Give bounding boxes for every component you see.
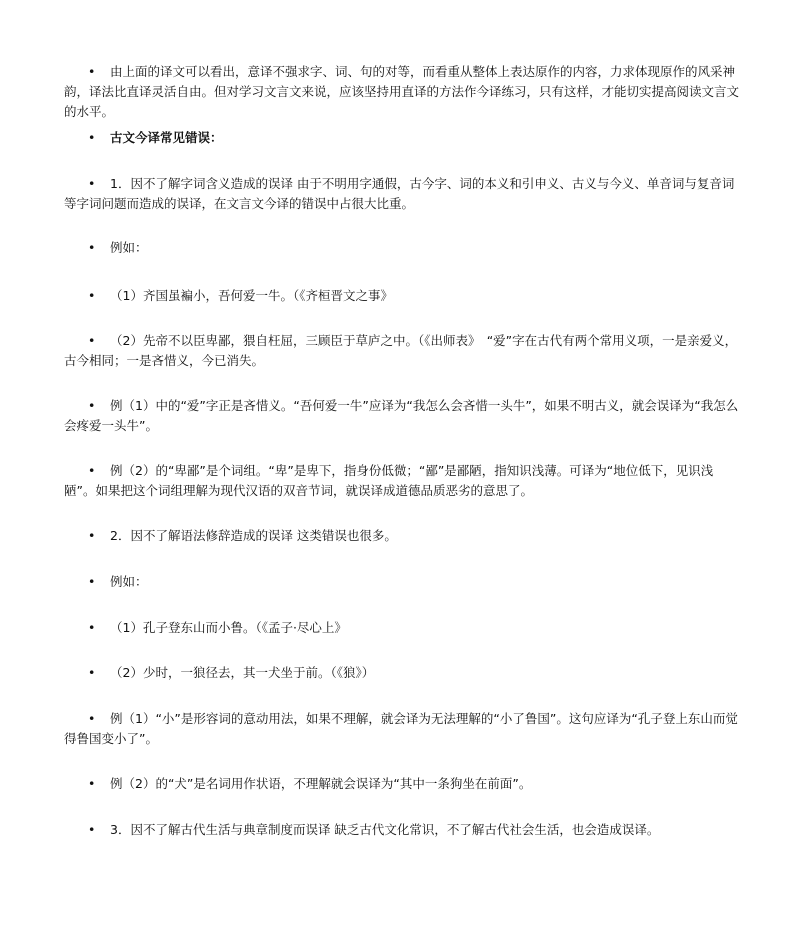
bullet-marker: •	[88, 528, 96, 543]
paragraph-text: 2．因不了解语法修辞造成的误译 这类错误也很多。	[110, 528, 397, 543]
bullet-marker: •	[88, 130, 96, 145]
bullet-marker: •	[88, 620, 96, 635]
paragraph-example-2-explanation	[64, 774, 740, 794]
paragraph-text: 例如：	[110, 240, 148, 255]
bullet-marker: •	[88, 398, 96, 413]
bullet-marker: •	[88, 776, 96, 791]
bullet-marker: •	[88, 240, 96, 255]
paragraph-example-1-explanation	[64, 709, 740, 749]
paragraph-example-label	[64, 572, 740, 592]
bullet-marker: •	[88, 711, 96, 726]
paragraph-text: （2）少时，一狼径去，其一犬坐于前。（《狼》）	[110, 665, 375, 680]
paragraph-text: 例（1）中的“爱”字正是吝惜义。“吾何爱一牛”应译为“我怎么会吝惜一头牛”，如果不明古义，就会误译为“我怎么会疼爱一头牛”。	[64, 398, 739, 433]
paragraph-error-type-1	[64, 174, 740, 214]
paragraph-error-type-2	[64, 526, 740, 546]
paragraph-text: 例如：	[110, 574, 148, 589]
paragraph-text: 例（2）的“卑鄙”是个词组。“卑”是卑下，指身份低微；“鄙”是鄙陋，指知识浅薄。可译为“地位低下，见识浅陋”。如果把这个词组理解为现代汉语的双音节词，就误译成道德品质恶劣的意思了。	[64, 463, 714, 498]
paragraph-text: 由上面的译文可以看出，意译不强求字、词、句的对等，而看重从整体上表达原作的内容，力求体现原作的风采神韵，译法比直译灵活自由。但对学习文言文来说，应该坚持用直译的方法作今译练习，只有这样，才能切实提高阅读文言文的水平。	[64, 64, 740, 119]
bullet-marker: •	[88, 822, 96, 837]
paragraph-text: （1）孔子登东山而小鲁。（《孟子·尽心上》	[110, 620, 347, 635]
bullet-marker: •	[88, 288, 96, 303]
paragraph-text: （1）齐国虽褊小，吾何爱一牛。（《齐桓晋文之事》	[110, 288, 393, 303]
bullet-marker: •	[88, 333, 96, 348]
paragraph-example-1	[64, 618, 740, 638]
paragraph-text: 例（2）的“犬”是名词用作状语，不理解就会误译为“其中一条狗坐在前面”。	[110, 776, 532, 791]
paragraph-error-type-3	[64, 820, 740, 840]
section-heading-text: 古文今译常见错误：	[110, 130, 223, 145]
paragraph-text: 1．因不了解字词含义造成的误译 由于不明用字通假，古今字、词的本义和引申义、古义与今义、单音词与复音词等字词问题而造成的误译，在文言文今译的错误中占很大比重。	[64, 176, 735, 211]
bullet-marker: •	[88, 574, 96, 589]
paragraph-example-2	[64, 663, 740, 683]
bullet-marker: •	[88, 463, 96, 478]
paragraph-text: （2）先帝不以臣卑鄙，猥自枉屈，三顾臣于草庐之中。（《出师表》 “爱”字在古代有两个常用义项，一是亲爱义，古今相同；一是吝惜义，今已消失。	[64, 333, 738, 368]
paragraph-text: 例（1）“小”是形容词的意动用法，如果不理解，就会译为无法理解的“小了鲁国”。这句应译为“孔子登上东山而觉得鲁国变小了”。	[64, 711, 738, 746]
paragraph-free-translation-summary	[64, 62, 740, 122]
paragraph-text: 3．因不了解古代生活与典章制度而误译 缺乏古代文化常识，不了解古代社会生活，也会造成误译。	[110, 822, 660, 837]
bullet-marker: •	[88, 64, 96, 79]
paragraph-example-1	[64, 286, 740, 306]
section-heading-common-errors	[64, 128, 740, 148]
paragraph-example-2	[64, 331, 740, 371]
paragraph-example-2-explanation	[64, 461, 740, 501]
bullet-marker: •	[88, 665, 96, 680]
paragraph-example-label	[64, 238, 740, 258]
paragraph-example-1-explanation	[64, 396, 740, 436]
bullet-marker: •	[88, 176, 96, 191]
